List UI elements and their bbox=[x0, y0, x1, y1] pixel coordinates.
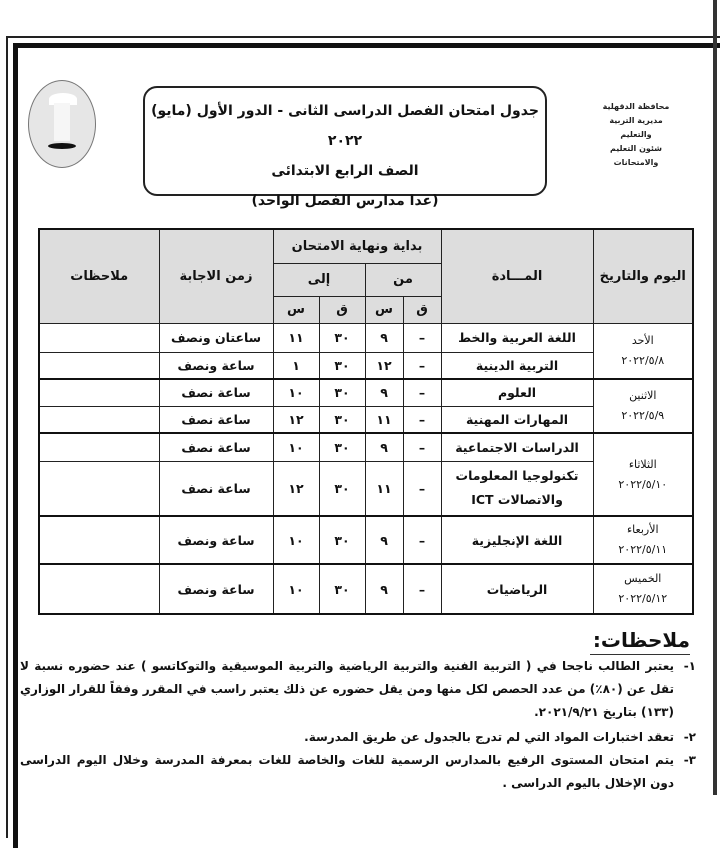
to-q-cell: ٣٠ bbox=[319, 516, 365, 564]
notes-cell bbox=[39, 433, 159, 461]
header-from-hour: س bbox=[365, 296, 403, 323]
to-q-cell: ٣٠ bbox=[319, 564, 365, 614]
duration-cell: ساعة ونصف bbox=[159, 516, 273, 564]
from-s-cell: ١١ bbox=[365, 461, 403, 516]
header-to-hour: س bbox=[273, 296, 319, 323]
header-to: إلى bbox=[273, 263, 365, 296]
day-name: الأربعاء bbox=[626, 523, 659, 536]
day-date-cell bbox=[593, 379, 693, 433]
duration-cell: ساعة نصف bbox=[159, 433, 273, 461]
to-s-cell: ١ bbox=[273, 352, 319, 379]
note-number: ٣- bbox=[683, 753, 696, 767]
to-s-cell: ١٠ bbox=[273, 433, 319, 461]
day-date-cell bbox=[593, 323, 693, 379]
emblem-logo bbox=[28, 80, 96, 168]
from-s-cell: ١١ bbox=[365, 406, 403, 433]
note-number: ١- bbox=[683, 659, 696, 673]
notes-cell bbox=[39, 323, 159, 352]
notes-cell bbox=[39, 379, 159, 406]
duration-cell: ساعة نصف bbox=[159, 461, 273, 516]
title-note: (عدا مدارس الفصل الواحد) bbox=[251, 193, 439, 209]
note-text: تعقد اختبارات المواد التي لم تدرج بالجدول عن طريق المدرسة. bbox=[304, 730, 674, 744]
header-subject: المـــادة bbox=[441, 229, 593, 323]
exam-date: ٢٠٢٢/٥/١٠ bbox=[618, 477, 668, 491]
subject-cell: التربية الدينية bbox=[441, 352, 593, 379]
page-edge bbox=[713, 0, 717, 795]
from-q-cell: – bbox=[403, 461, 441, 516]
table-row bbox=[39, 433, 693, 461]
header-to-minute: ق bbox=[319, 296, 365, 323]
to-q-cell: ٣٠ bbox=[319, 352, 365, 379]
to-q-cell: ٣٠ bbox=[319, 406, 365, 433]
header-from-minute: ق bbox=[403, 296, 441, 323]
subject-cell: الدراسات الاجتماعية bbox=[441, 433, 593, 461]
to-s-cell: ١٠ bbox=[273, 516, 319, 564]
to-s-cell: ١٠ bbox=[273, 564, 319, 614]
day-name: الاثنين bbox=[629, 389, 657, 402]
duration-cell: ساعة نصف bbox=[159, 406, 273, 433]
notes-section bbox=[20, 628, 710, 795]
to-q-cell: ٣٠ bbox=[319, 379, 365, 406]
title-box bbox=[143, 86, 547, 209]
from-q-cell: – bbox=[403, 352, 441, 379]
duration-cell: ساعة نصف bbox=[159, 379, 273, 406]
from-q-cell: – bbox=[403, 433, 441, 461]
day-date-cell bbox=[593, 516, 693, 564]
to-q-cell: ٣٠ bbox=[319, 323, 365, 352]
page-title: جدول امتحان الفصل الدراسى الثانى - الدور الأول (مايو) ٢٠٢٢ bbox=[151, 103, 539, 149]
from-q-cell: – bbox=[403, 406, 441, 433]
header-notes: ملاحظات bbox=[39, 229, 159, 323]
duration-cell: ساعة ونصف bbox=[159, 352, 273, 379]
from-s-cell: ٩ bbox=[365, 516, 403, 564]
header-day-date: اليوم والتاريخ bbox=[593, 229, 693, 323]
from-s-cell: ١٢ bbox=[365, 352, 403, 379]
duration-cell: ساعة ونصف bbox=[159, 564, 273, 614]
day-name: الخميس bbox=[624, 572, 662, 585]
header-duration: زمن الاجابة bbox=[159, 229, 273, 323]
header-from: من bbox=[365, 263, 441, 296]
subject-cell: الرياضيات bbox=[441, 564, 593, 614]
from-s-cell: ٩ bbox=[365, 323, 403, 352]
from-q-cell: – bbox=[403, 564, 441, 614]
day-date-cell bbox=[593, 564, 693, 614]
note-item bbox=[20, 655, 696, 724]
notes-cell bbox=[39, 461, 159, 516]
from-q-cell: – bbox=[403, 516, 441, 564]
note-number: ٢- bbox=[683, 730, 696, 744]
exam-date: ٢٠٢٢/٥/٩ bbox=[621, 409, 665, 422]
header-start-end: بداية ونهاية الامتحان bbox=[273, 229, 441, 263]
from-s-cell: ٩ bbox=[365, 564, 403, 614]
subject-cell: العلوم bbox=[441, 379, 593, 406]
table-row bbox=[39, 323, 693, 352]
exam-date: ٢٠٢٢/٥/٨ bbox=[621, 353, 665, 367]
subject-cell: تكنولوجيا المعلومات والاتصالات ICT bbox=[441, 461, 593, 516]
duration-cell: ساعتان ونصف bbox=[159, 323, 273, 352]
exam-schedule-table bbox=[38, 228, 694, 615]
subject-cell: اللغة الإنجليزية bbox=[441, 516, 593, 564]
note-text: يتم امتحان المستوى الرفيع بالمدارس الرسمية للغات والخاصة للغات بمعرفة المدرسة وخلال اليوم الدراسى دون الإخلال باليوم الدراسى . bbox=[20, 753, 674, 790]
table-row bbox=[39, 516, 693, 564]
exam-date: ٢٠٢٢/٥/١١ bbox=[618, 543, 668, 556]
to-q-cell: ٣٠ bbox=[319, 461, 365, 516]
grade-title: الصف الرابع الابتدائى bbox=[271, 163, 419, 179]
day-name: الثلاثاء bbox=[628, 457, 657, 471]
note-item bbox=[20, 749, 696, 795]
notes-cell bbox=[39, 406, 159, 433]
subject-cell: المهارات المهنية bbox=[441, 406, 593, 433]
table-row bbox=[39, 564, 693, 614]
notes-title: ملاحظات: bbox=[590, 628, 690, 655]
to-s-cell: ١٢ bbox=[273, 461, 319, 516]
from-s-cell: ٩ bbox=[365, 379, 403, 406]
note-text: يعتبر الطالب ناجحا في ( التربية الفنية والتربية الرياضية والتربية الموسيقية والتوكاتسو ) عند حضوره نسبة لا تقل عن (٨٠٪) من عدد الحصص لكل منها ومن يقل حضوره عن ذلك يعتبر راسب في المقرر وفقاً للقرار الوزاري (١٣٣) بتاريخ ٢٠٢١/٩/٢١. bbox=[20, 659, 674, 719]
to-s-cell: ١٢ bbox=[273, 406, 319, 433]
notes-cell bbox=[39, 564, 159, 614]
day-date-cell bbox=[593, 433, 693, 516]
directorate-logo: محافظة الدقهلية مديرية التربية والتعليم شئون التعليم والامتحانات bbox=[602, 102, 670, 167]
to-s-cell: ١١ bbox=[273, 323, 319, 352]
note-item bbox=[20, 726, 696, 749]
from-q-cell: – bbox=[403, 379, 441, 406]
from-q-cell: – bbox=[403, 323, 441, 352]
to-q-cell: ٣٠ bbox=[319, 433, 365, 461]
to-s-cell: ١٠ bbox=[273, 379, 319, 406]
notes-cell bbox=[39, 516, 159, 564]
day-name: الأحد bbox=[631, 333, 654, 347]
table-row bbox=[39, 379, 693, 406]
subject-cell: اللغة العربية والخط bbox=[441, 323, 593, 352]
exam-date: ٢٠٢٢/٥/١٢ bbox=[618, 592, 668, 605]
from-s-cell: ٩ bbox=[365, 433, 403, 461]
notes-cell bbox=[39, 352, 159, 379]
